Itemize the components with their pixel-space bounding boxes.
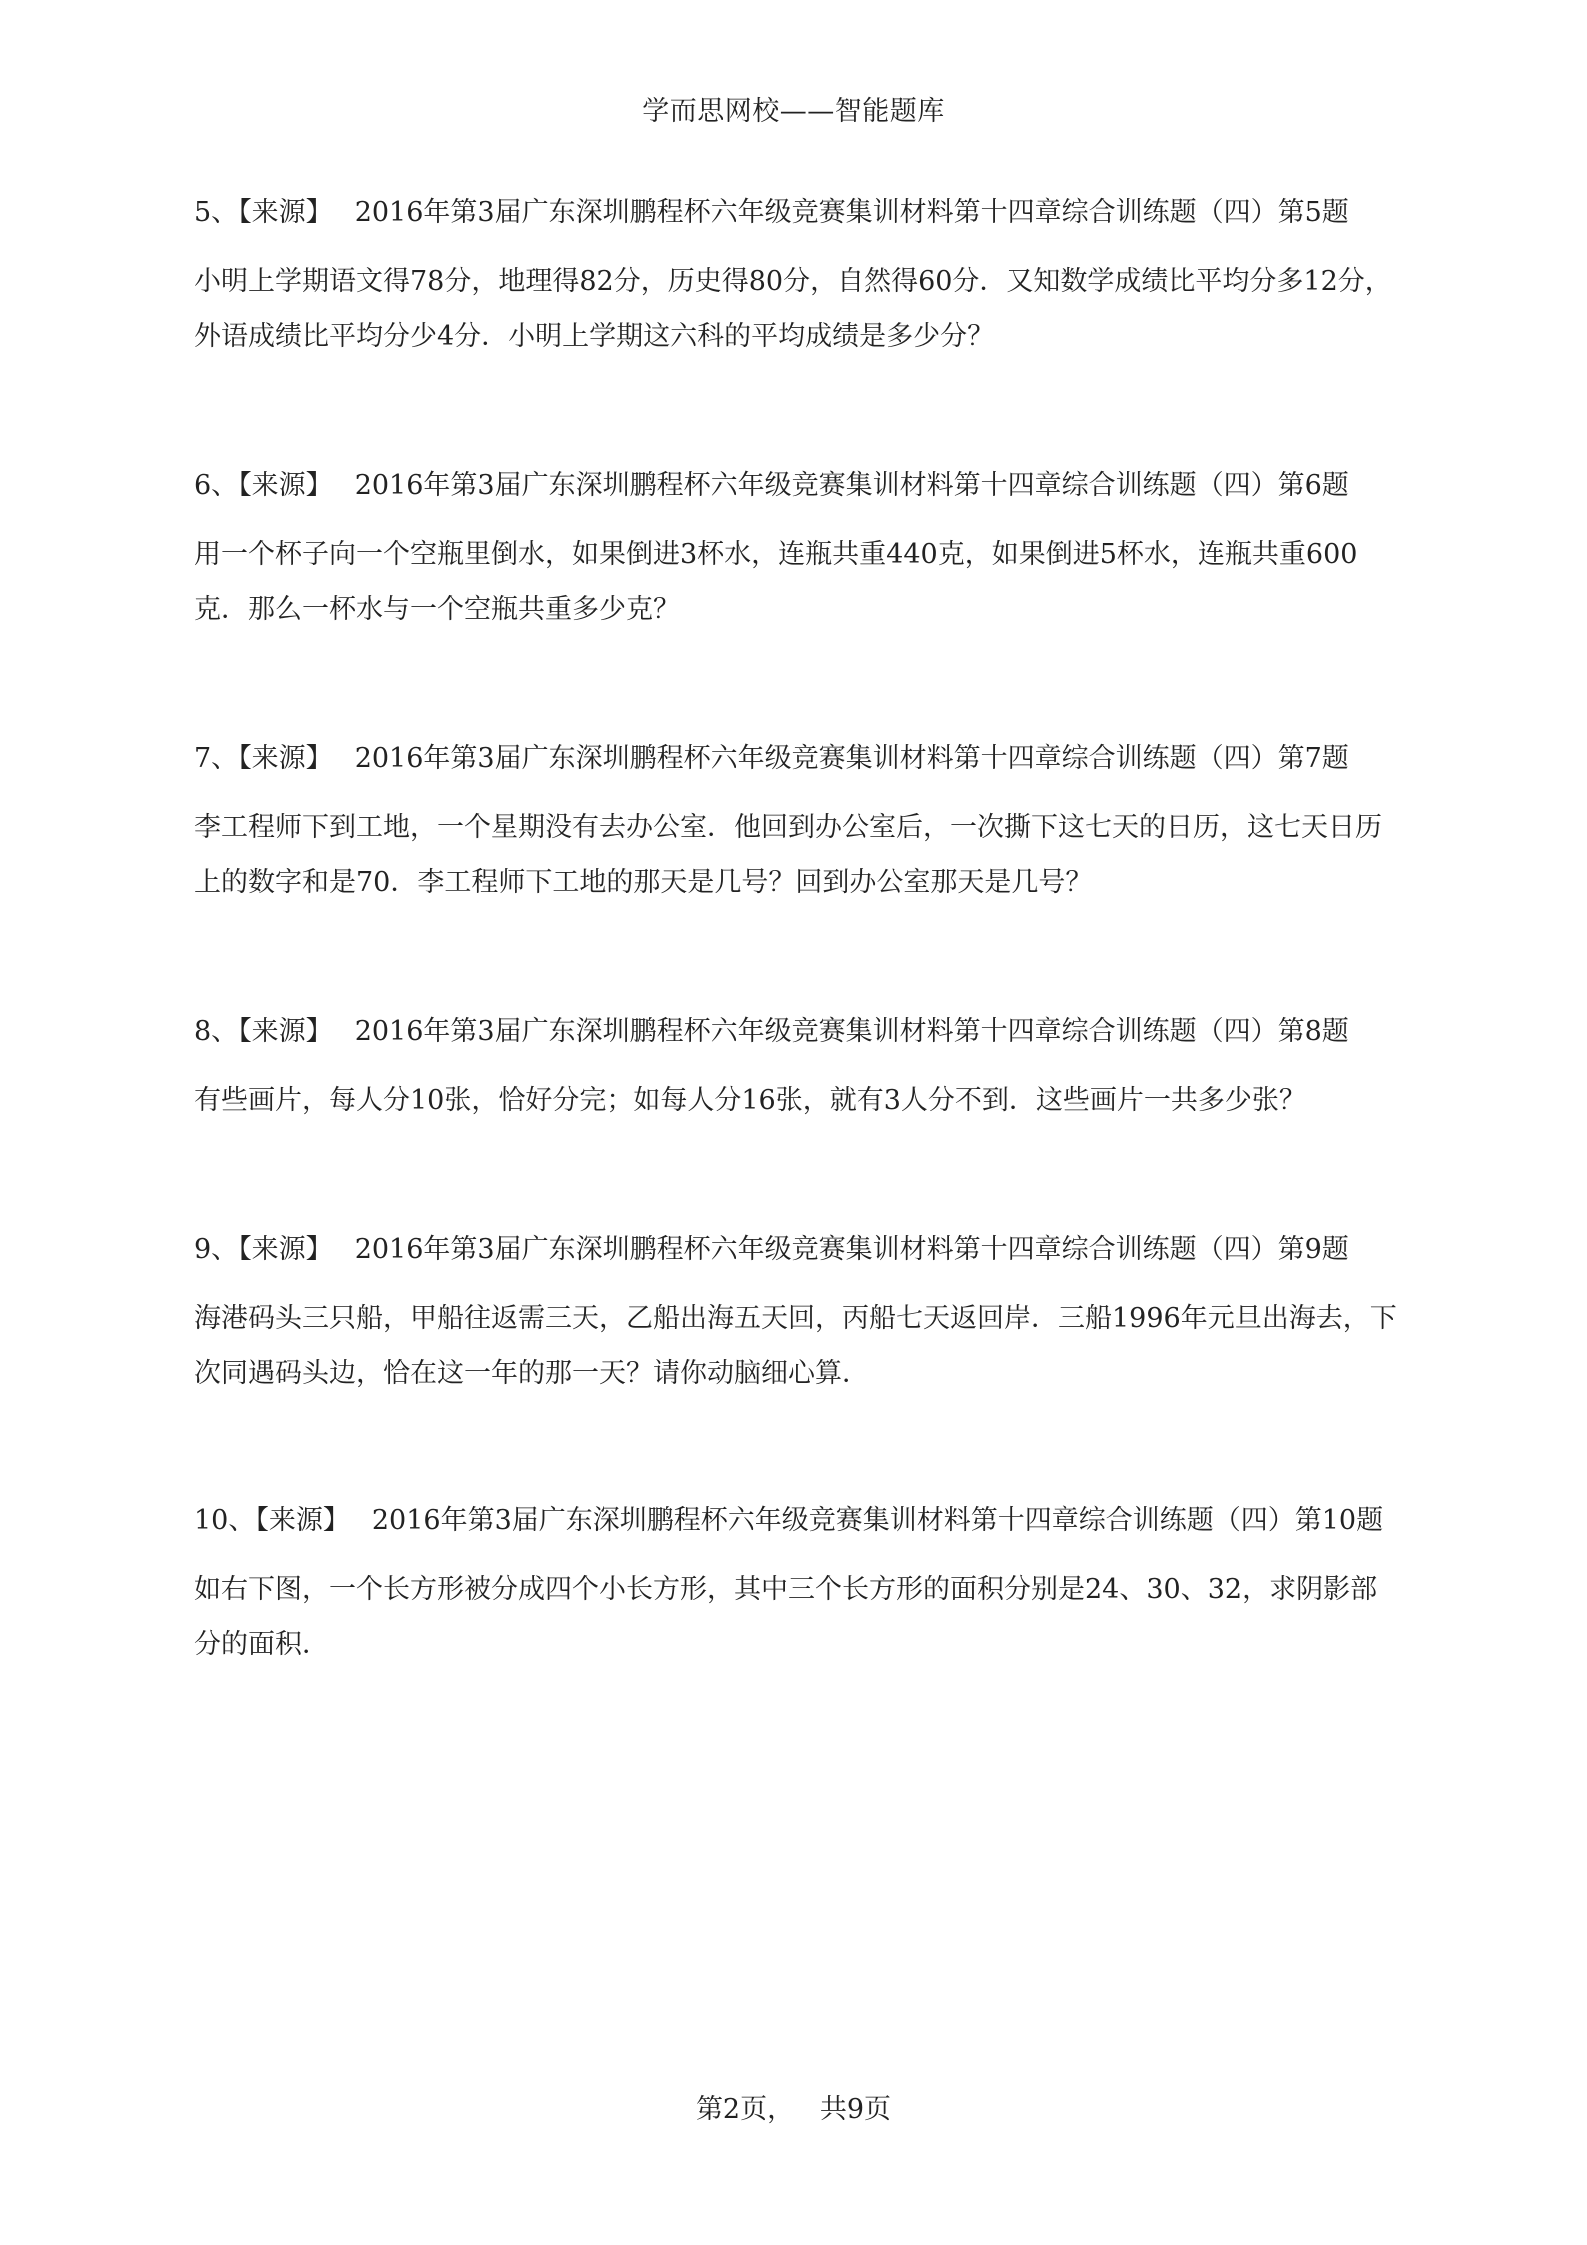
source-tag: 【来源】 [238,197,333,228]
question-source-line [194,731,1404,786]
question-6 [194,458,1404,637]
question-8 [194,1004,1404,1128]
source-tag: 【来源】 [238,1234,333,1265]
question-stem: 李工程师下到工地，一个星期没有去办公室．他回到办公室后，一次撕下这七天的日历，这七天日历上的数字和是70．李工程师下工地的那天是几号？回到办公室那天是几号？ [194,812,1382,898]
question-stem: 有些画片，每人分10张，恰好分完；如每人分16张，就有3人分不到．这些画片一共多少张？ [194,1085,1306,1116]
question-stem: 海港码头三只船，甲船往返需三天，乙船出海五天回，丙船七天返回岸．三船1996年元旦出海去，下次同遇码头边，恰在这一年的那一天？请你动脑细心算． [194,1303,1397,1389]
source-text: 2016年第3届广东深圳鹏程杯六年级竞赛集训材料第十四章综合训练题（四）第8题 [354,1016,1349,1047]
question-number: 9、 [194,1234,239,1265]
source-text: 2016年第3届广东深圳鹏程杯六年级竞赛集训材料第十四章综合训练题（四）第10题 [371,1505,1384,1536]
source-text: 2016年第3届广东深圳鹏程杯六年级竞赛集训材料第十四章综合训练题（四）第7题 [354,743,1349,774]
source-text: 2016年第3届广东深圳鹏程杯六年级竞赛集训材料第十四章综合训练题（四）第6题 [354,470,1349,501]
question-list [194,185,1404,1766]
question-7 [194,731,1404,910]
question-number: 5、 [194,197,239,228]
source-text: 2016年第3届广东深圳鹏程杯六年级竞赛集训材料第十四章综合训练题（四）第5题 [354,197,1349,228]
source-tag: 【来源】 [238,470,333,501]
question-number: 7、 [194,743,239,774]
question-source-line [194,1222,1404,1277]
source-tag: 【来源】 [255,1505,350,1536]
question-source-line [194,458,1404,513]
page-header: 学而思网校——智能题库 [642,96,945,127]
question-stem: 如右下图，一个长方形被分成四个小长方形，其中三个长方形的面积分别是24、30、32，求阴影部分的面积． [194,1574,1378,1660]
source-tag: 【来源】 [238,743,333,774]
question-stem: 小明上学期语文得78分，地理得82分，历史得80分，自然得60分．又知数学成绩比平均分多12分，外语成绩比平均分少4分．小明上学期这六科的平均成绩是多少分？ [194,266,1392,352]
question-10 [194,1493,1404,1672]
question-number: 8、 [194,1016,239,1047]
question-stem: 用一个杯子向一个空瓶里倒水，如果倒进3杯水，连瓶共重440克，如果倒进5杯水，连瓶共重600克．那么一杯水与一个空瓶共重多少克？ [194,539,1358,625]
question-number: 6、 [194,470,239,501]
source-text: 2016年第3届广东深圳鹏程杯六年级竞赛集训材料第十四章综合训练题（四）第9题 [354,1234,1349,1265]
question-5 [194,185,1404,364]
question-source-line [194,185,1404,240]
question-source-line [194,1493,1404,1548]
page-number: 第2页， 共9页 [695,2094,892,2125]
question-source-line [194,1004,1404,1059]
question-9 [194,1222,1404,1401]
source-tag: 【来源】 [238,1016,333,1047]
question-number: 10、 [194,1505,256,1536]
